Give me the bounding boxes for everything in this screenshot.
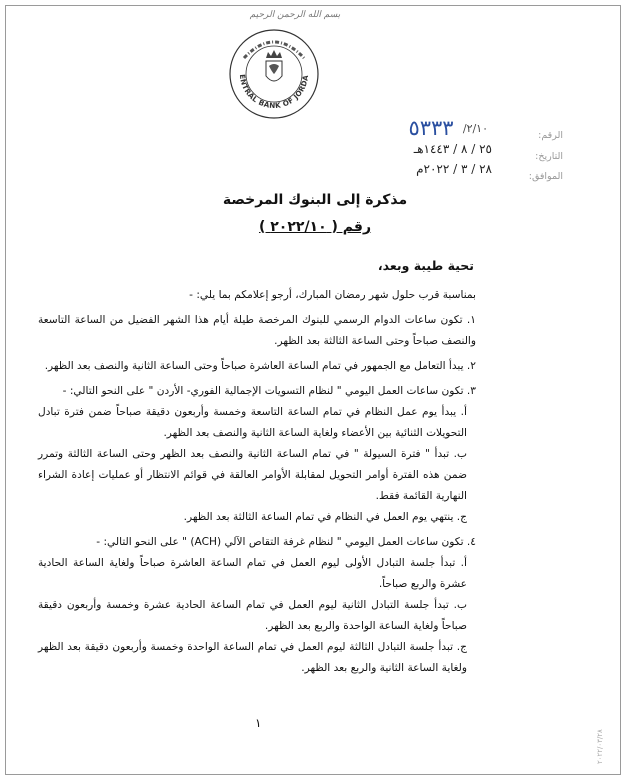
greeting: تحية طيبة وبعد، xyxy=(377,258,474,273)
central-bank-logo xyxy=(228,28,320,120)
ref-label: الرقم: xyxy=(538,130,563,141)
list-item: ج. ينتهي يوم العمل في النظام في تمام الساعة الثالثة بعد الظهر. xyxy=(183,511,467,523)
list-item: ٣. تكون ساعات العمل اليومي " لنظام التسويات الإجمالية الفوري- الأردن " على النحو التالي: - xyxy=(62,385,476,397)
date-label: التاريخ: xyxy=(535,150,563,162)
basmala: بسم الله الرحمن الرحيم xyxy=(249,10,341,20)
list-item: ب. تبدأ جلسة التبادل الثانية ليوم العمل في تمام الساعة الحادية عشرة وخمسة وأربعون دقيقة صباحاً ولغاية الساعة الواحدة والربع بعد الظهر. xyxy=(38,599,467,632)
reference-labels xyxy=(493,126,563,188)
list-item: ٢. يبدأ التعامل مع الجمهور في تمام الساعة العاشرة صباحاً وحتى الساعة الثانية والنصف بعد الظهر. xyxy=(44,360,476,372)
page-number: ١ xyxy=(255,716,262,730)
list-item: ج. تبدأ جلسة التبادل الثالثة ليوم العمل في تمام الساعة الواحدة وخمسة وأربعون دقيقة بعد الظهر ولغاية الساعة الثانية والربع بعد الظهر. xyxy=(38,641,467,674)
gregorian-label: الموافق: xyxy=(528,171,563,182)
hijri-date: ٢٥ / ٨ / ١٤٤٣هـ xyxy=(413,142,492,156)
list-item: أ. تبدأ جلسة التبادل الأولى ليوم العمل في تمام الساعة العاشرة صباحاً ولغاية الساعة الحادية عشرة والربع صباحاً. xyxy=(38,557,467,590)
list-item: أ. يبدأ يوم عمل النظام في تمام الساعة التاسعة وخمسة وأربعون دقيقة صباحاً ضمن فترة تبادل التحويلات الثنائية بين الأعضاء ولغاية الساعة الثانية والنصف بعد الظهر. xyxy=(38,406,467,439)
intro-paragraph: بمناسبة قرب حلول شهر رمضان المبارك، أرجو إعلامكم بما يلي: - xyxy=(189,289,476,301)
memo-title: مذكرة إلى البنوك المرخصة xyxy=(222,192,408,208)
list-item: ١. تكون ساعات الدوام الرسمي للبنوك المرخصة طيلة أيام هذا الشهر الفضيل من الساعة التاسعة والنصف صباحاً وحتى الساعة الثالثة بعد الظهر. xyxy=(38,314,476,347)
list-item: ب. تبدأ " فترة السيولة " في تمام الساعة الثانية والنصف بعد الظهر وحتى الساعة الثالثة وتمرر ضمن هذه الفترة أوامر التحويل لمقابلة الأوامر العالقة في قوائم الانتظار أو عمليات إعادة الشراء النهارية القائمة فقط. xyxy=(38,448,467,502)
gregorian-date: ٢٨ / ٣ / ٢٠٢٢م xyxy=(416,162,492,176)
list-item: ٤. تكون ساعات العمل اليومي " لنظام غرفة التقاص الآلي (ACH) " على النحو التالي: - xyxy=(96,536,476,548)
memo-number: رقم ( ٢٠٢٢/١٠ ) xyxy=(258,219,372,235)
memo-body xyxy=(38,285,476,679)
margin-stamp: ٢٠٢٢/٠٣/٢٨ xyxy=(596,729,604,764)
reference-number: ٥٣٣٣ xyxy=(408,116,454,140)
reference-prefix: ٢/١٠/ xyxy=(462,122,488,135)
svg-text:CENTRAL BANK OF JORDAN: ENTRAL BANK OF JORDA xyxy=(237,73,311,111)
